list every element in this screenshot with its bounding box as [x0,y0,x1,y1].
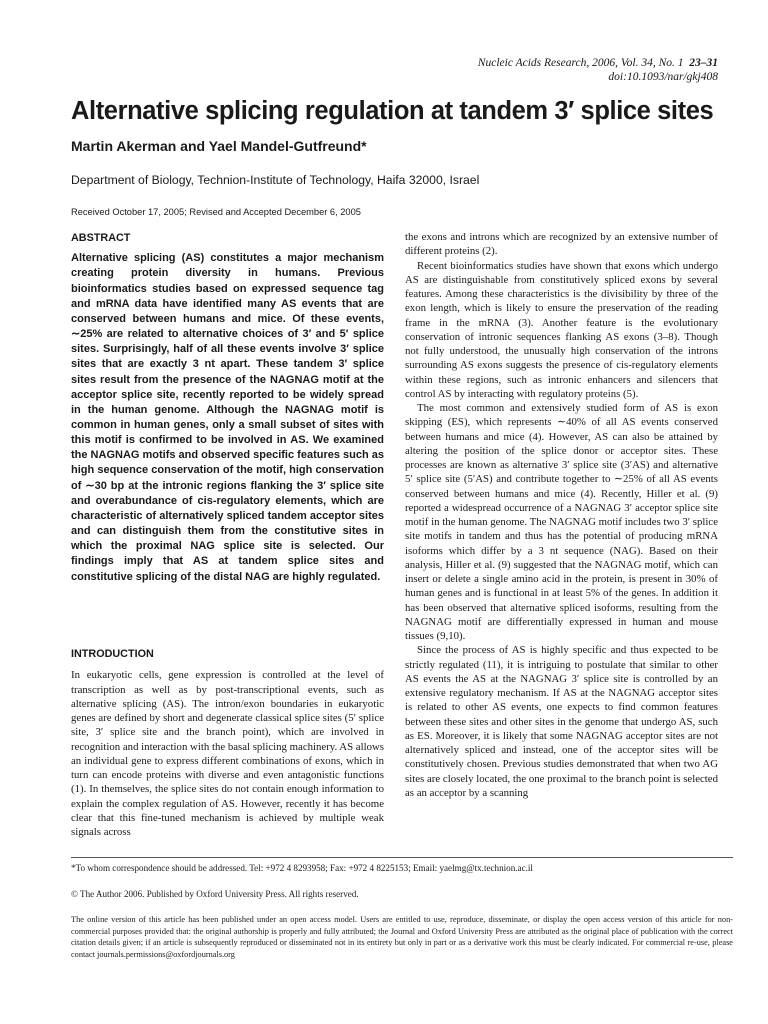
footnote-rule [71,857,733,858]
body-paragraph: The most common and extensively studied form of AS is exon skipping (ES), which represents ∼40% of all AS events conserved between humans and mice (4). However, AS can also be attained by altering the position of the splice donor or acceptor sites. These processes are known as alternative 3′ splice site (3′AS) and alternative 5′ splice site (5′AS) and contribute together to ∼25% of all AS events conserved between humans and mice (4). Recently, Hiller et al. (9) reported a widespread occurrence of a NAGNAG 3′ acceptor splice site motif in the human genome. The NAGNAG motif includes two 3′ splice site motifs in tandem and thus has the potential of producing mRNA isoforms which differ by a 3 nt sequence (NAG). Based on their analysis, Hiller et al. (9) suggested that the NAGNAG motif, which can insert or delete a single amino acid in the protein, is present in 30% of human genes and is functional in at least 5% of the genes. In addition it has been observed that alternative spliced isoforms, resulting from the NAGNAG motif are differentially expressed in human and mouse tissues (9,10). [405,402,718,642]
journal-header [298,56,718,84]
article-title: Alternative splicing regulation at tandem 3′ splice sites [71,97,714,125]
authors: Martin Akerman and Yael Mandel-Gutfreund* [71,138,367,154]
copyright-note: © The Author 2006. Published by Oxford University Press. All rights reserved. [71,889,359,899]
abstract-heading: ABSTRACT [71,232,131,244]
doi: doi:10.1093/nar/gkj408 [608,71,718,83]
introduction-paragraph: In eukaryotic cells, gene expression is controlled at the level of transcription as well as by post-transcriptional events, such as alternative splicing (AS). The intron/exon boundaries in eukaryotic genes are defined by short and degenerate classical splice sites (5′ splice site, 3′ splice site and the branch point), which are involved in recognition and interaction with the basal splicing machinery. AS allows an individual gene to express different combinations of exons, which in turn can encode proteins with diverse and even antagonistic functions (1). In themselves, the splice sites do not contain enough information to explain the complex regulation of AS. However, recently it has become clear that this fine-tuned mechanism is achieved by multiple weak signals across [71,669,384,838]
body-paragraph: the exons and introns which are recognized by an extensive number of different proteins (2). [405,231,718,258]
introduction-section [71,647,384,839]
body-paragraph: Recent bioinformatics studies have shown that exons which undergo AS are distinguishable from constitutively spliced exons by several features. Among these characteristics is the divisibility by three of the exon length, which is likely to ensure the preservation of the reading frame in the mRNA (3). Another feature is the evolutionary conservation of intronic sequences flanking AS exons (3–8). Though not fully understood, the unusually high conservation of the introns surrounding AS exons suggests the presence of cis-regulatory elements within these regions, such as intronic enhancers and silencers that control AS by interacting with regulatory proteins (5). [405,259,718,400]
correspondence-note: *To whom correspondence should be addressed. Tel: +972 4 8293958; Fax: +972 4 8225153; Email: yaelmg@tx.technion.ac.il [71,863,533,873]
abstract-section [71,231,384,585]
license-note: The online version of this article has been published under an open access model. Users are entitled to use, reproduce, disseminate, or display the open access version of this article for non-commercial purposes provided that: the original authorship is properly and fully attributed; the Journal and Oxford University Press are attributed as the original place of publication with the correct citation details given; if an article is subsequently reproduced or disseminated not in its entirety but only in part or as a derivative work this must be clearly indicated. For commercial re-use, please contact journals.permissions@oxfordjournals.org [71,915,733,959]
journal-citation: Nucleic Acids Research, 2006, Vol. 34, No. 1 [477,57,684,69]
body-paragraph: Since the process of AS is highly specific and thus expected to be strictly regulated (11), it is intriguing to postulate that similar to other AS events the AS at the NAGNAG 3′ splice site is controlled by an extensive regulatory mechanism. If AS at the NAGNAG acceptor sites is related to other AS events, one expects to find common features between these sites and other sites in the genome that undergo AS, such as ES. Moreover, it is likely that some NAGNAG acceptor sites are not alternatively spliced and instead, one of the acceptor sites will be constitutively chosen. Previous studies demonstrated that when two AG sites are closely located, the one proximal to the branch point is selected as an acceptor by a scanning [405,644,718,799]
page-range: 23–31 [689,57,718,69]
right-column [405,230,718,800]
introduction-heading: INTRODUCTION [71,648,154,660]
received-dates: Received October 17, 2005; Revised and Accepted December 6, 2005 [71,207,361,217]
affiliation: Department of Biology, Technion-Institute of Technology, Haifa 32000, Israel [71,173,480,187]
abstract-body: Alternative splicing (AS) constitutes a major mechanism creating protein diversity in humans. Previous bioinformatics studies based on expressed sequence tag and mRNA data have identified many AS events that are conserved between humans and mice. Of these events, ∼25% are related to alternative choices of 3′ and 5′ splice sites. Surprisingly, half of all these events involve 3′ splice sites that are exactly 3 nt apart. These tandem 3′ splice sites result from the presence of the NAGNAG motif at the acceptor splice site, recently reported to be widely spread in the human genome. Although the NAGNAG motif is common in human genes, only a small subset of sites with this motif is confirmed to be involved in AS. We examined the NAGNAG motifs and observed specific features such as high sequence conservation of the motif, high conservation of ∼30 bp at the intronic regions flanking the 3′ splice site and overabundance of cis-regulatory elements, which are characteristic of alternatively spliced tandem acceptor sites and can distinguish them from the constitutive sites in which the proximal NAG splice site is selected. Our findings imply that AS at tandem splice sites and constitutive splicing of the distal NAG are highly regulated. [71,252,384,583]
